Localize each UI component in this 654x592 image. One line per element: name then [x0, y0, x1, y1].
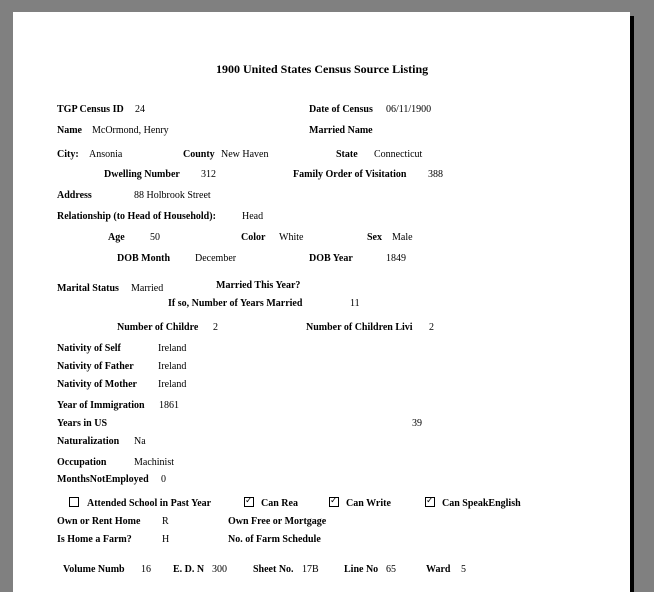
- can-speak-english-label: Can SpeakEnglish: [442, 498, 521, 509]
- line-value: 65: [386, 564, 396, 575]
- farm-label: Is Home a Farm?: [57, 534, 132, 545]
- can-read-checkbox[interactable]: [244, 497, 254, 507]
- county-label: County: [183, 149, 215, 160]
- farm-schedule-label: No. of Farm Schedule: [228, 534, 321, 545]
- address-value: 88 Holbrook Street: [134, 190, 211, 201]
- can-read-label: Can Rea: [261, 498, 298, 509]
- own-rent-label: Own or Rent Home: [57, 516, 141, 527]
- year-immigration-value: 1861: [159, 400, 179, 411]
- months-unemployed-value: 0: [161, 474, 166, 485]
- years-married-value: 11: [350, 298, 360, 309]
- city-label: City:: [57, 149, 79, 160]
- line-label: Line No: [344, 564, 379, 575]
- state-value: Connecticut: [374, 149, 423, 160]
- dob-year-value: 1849: [386, 253, 406, 264]
- can-speak-english-checkbox[interactable]: [425, 497, 435, 507]
- dwelling-number-label: Dwelling Number: [104, 169, 180, 180]
- marital-status-value: Married: [131, 283, 164, 294]
- attended-school-checkbox[interactable]: [69, 497, 79, 507]
- nativity-mother-label: Nativity of Mother: [57, 379, 137, 390]
- date-of-census-label: Date of Census: [309, 104, 373, 115]
- years-in-us-label: Years in US: [57, 418, 108, 429]
- number-children-label: Number of Childre: [117, 322, 199, 333]
- sex-value: Male: [392, 232, 413, 243]
- sheet-value: 17B: [302, 564, 319, 575]
- report-page: [13, 12, 630, 592]
- date-of-census-value: 06/11/1900: [386, 104, 432, 115]
- occupation-label: Occupation: [57, 457, 107, 468]
- sheet-label: Sheet No.: [253, 564, 294, 575]
- volume-value: 16: [141, 564, 151, 575]
- children-living-value: 2: [429, 322, 434, 333]
- occupation-value: Machinist: [134, 457, 174, 468]
- volume-label: Volume Numb: [63, 564, 125, 575]
- farm-value: H: [162, 534, 170, 545]
- nativity-father-label: Nativity of Father: [57, 361, 134, 372]
- ward-label: Ward: [426, 564, 451, 575]
- color-label: Color: [241, 232, 266, 243]
- state-label: State: [336, 149, 358, 160]
- family-order-label: Family Order of Visitation: [293, 169, 407, 180]
- can-write-label: Can Write: [346, 498, 391, 509]
- county-value: New Haven: [221, 149, 269, 160]
- dob-year-label: DOB Year: [309, 253, 353, 264]
- tgp-id-value: 24: [135, 104, 145, 115]
- nativity-mother-value: Ireland: [158, 379, 187, 390]
- color-value: White: [279, 232, 304, 243]
- city-value: Ansonia: [89, 149, 123, 160]
- sex-label: Sex: [367, 232, 382, 243]
- years-in-us-value: 39: [412, 418, 422, 429]
- own-free-label: Own Free or Mortgage: [228, 516, 327, 527]
- months-unemployed-label: MonthsNotEmployed: [57, 474, 149, 485]
- nativity-father-value: Ireland: [158, 361, 187, 372]
- relationship-value: Head: [242, 211, 264, 222]
- ward-value: 5: [461, 564, 466, 575]
- year-immigration-label: Year of Immigration: [57, 400, 145, 411]
- report-title: 1900 United States Census Source Listing: [216, 62, 429, 76]
- number-children-value: 2: [213, 322, 218, 333]
- relationship-label: Relationship (to Head of Household):: [57, 211, 216, 222]
- children-living-label: Number of Children Livi: [306, 322, 413, 333]
- ed-value: 300: [212, 564, 227, 575]
- dob-month-label: DOB Month: [117, 253, 171, 264]
- marital-status-label: Marital Status: [57, 283, 119, 294]
- dob-month-value: December: [195, 253, 237, 264]
- naturalization-label: Naturalization: [57, 436, 120, 447]
- nativity-self-label: Nativity of Self: [57, 343, 121, 354]
- dwelling-number-value: 312: [201, 169, 216, 180]
- address-label: Address: [57, 190, 92, 201]
- nativity-self-value: Ireland: [158, 343, 187, 354]
- married-name-label: Married Name: [309, 125, 373, 136]
- age-value: 50: [150, 232, 160, 243]
- tgp-id-label: TGP Census ID: [57, 104, 124, 115]
- ed-label: E. D. N: [173, 564, 205, 575]
- married-this-year-label: Married This Year?: [216, 280, 301, 291]
- name-label: Name: [57, 125, 82, 136]
- can-write-checkbox[interactable]: [329, 497, 339, 507]
- family-order-value: 388: [428, 169, 443, 180]
- naturalization-value: Na: [134, 436, 146, 447]
- own-rent-value: R: [162, 516, 169, 527]
- name-value: McOrmond, Henry: [92, 125, 169, 136]
- age-label: Age: [108, 232, 125, 243]
- attended-school-label: Attended School in Past Year: [87, 498, 212, 509]
- years-married-label: If so, Number of Years Married: [168, 298, 303, 309]
